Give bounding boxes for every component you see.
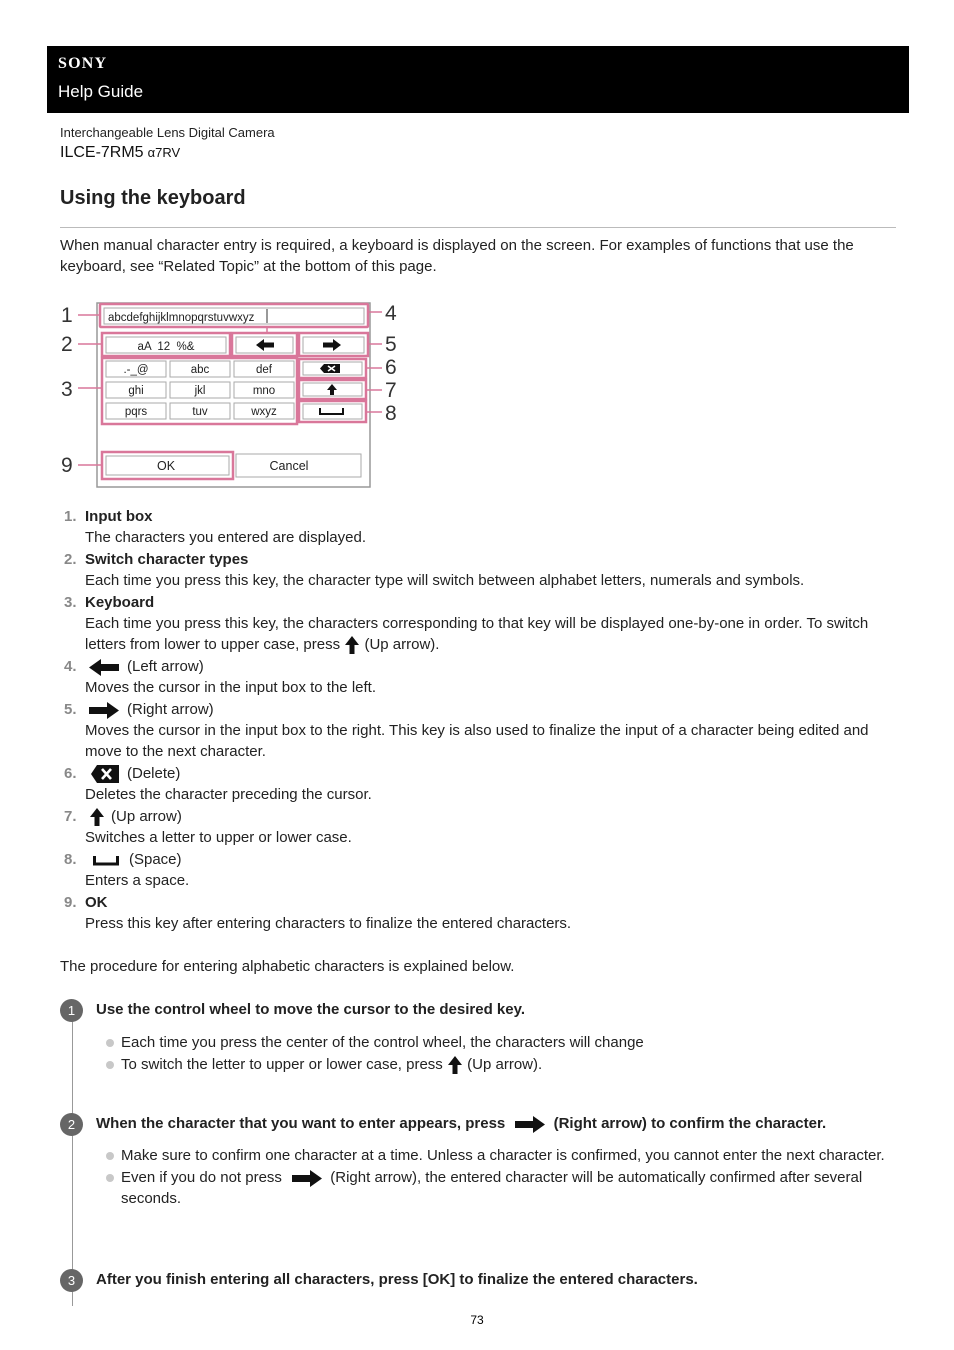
sony-logo: SONY bbox=[58, 55, 108, 72]
up-arrow-icon bbox=[344, 636, 360, 654]
list-item: 1. Input box The characters you entered are displayed. bbox=[60, 506, 890, 548]
title-divider bbox=[60, 227, 896, 228]
keyboard-key: jkl bbox=[194, 385, 206, 397]
list-item: Make sure to confirm one character at a time. Unless a character is confirmed, you cannot enter the next character. bbox=[104, 1145, 894, 1166]
item-label: (Delete) bbox=[127, 765, 181, 782]
list-item: 5. (Right arrow) Moves the cursor in the input box to the right. This key is also used to finalize the input of a character being edited and move to the next character. bbox=[60, 699, 890, 762]
item-description: Each time you press this key, the characters corresponding to that key will be displayed one-by-one in order. To switch letters from lower to upper case, press (Up arrow). bbox=[85, 615, 869, 653]
ok-key: OK bbox=[156, 459, 176, 473]
keyboard-key: mno bbox=[252, 385, 276, 397]
product-model bbox=[60, 144, 180, 162]
step-number-badge: 3 bbox=[60, 1269, 83, 1292]
callout-3: 3 bbox=[61, 378, 73, 401]
right-arrow-icon bbox=[89, 702, 119, 719]
keyboard-diagram bbox=[56, 298, 406, 493]
page-title: Using the keyboard bbox=[60, 187, 246, 209]
item-label: (Left arrow) bbox=[127, 658, 204, 675]
list-item: 8. (Space) Enters a space. bbox=[60, 849, 890, 891]
product-type: Interchangeable Lens Digital Camera bbox=[60, 125, 275, 140]
list-item: 3. Keyboard Each time you press this key, the characters corresponding to that key will be displayed one-by-one in order. To switch letters from lower to upper case, press (Up arrow). bbox=[60, 592, 890, 655]
page-header bbox=[47, 46, 909, 113]
item-description: Deletes the character preceding the cursor. bbox=[85, 786, 372, 803]
item-description: Each time you press this key, the character type will switch between alphabet letters, numerals and symbols. bbox=[85, 572, 805, 589]
up-arrow-icon bbox=[447, 1056, 463, 1074]
page-number: 73 bbox=[470, 1313, 484, 1327]
callout-2: 2 bbox=[61, 333, 73, 356]
list-item: Even if you do not press (Right arrow), the entered character will be automatically confirmed after several seconds. bbox=[104, 1167, 894, 1209]
item-title: Input box bbox=[85, 508, 153, 525]
input-box-text: abcdefghijklmnopqrstuvwxyz bbox=[108, 312, 255, 324]
keyboard-key: ghi bbox=[128, 385, 144, 397]
list-item: Each time you press the center of the control wheel, the characters will change bbox=[104, 1032, 904, 1053]
item-description: Press this key after entering characters to finalize the entered characters. bbox=[85, 915, 572, 932]
space-icon bbox=[93, 854, 119, 866]
item-description: The characters you entered are displayed. bbox=[85, 529, 366, 546]
keyboard-key: .-_@ bbox=[123, 364, 149, 376]
callout-4: 4 bbox=[385, 302, 397, 325]
step-title: After you finish entering all characters, press [OK] to finalize the entered characters. bbox=[96, 1271, 698, 1288]
item-description: Moves the cursor in the input box to the right. This key is also used to finalize the input of a character being edited and move to the next character. bbox=[85, 722, 869, 760]
up-arrow-icon bbox=[89, 808, 105, 826]
key-description-list bbox=[60, 506, 890, 935]
item-title: Switch character types bbox=[85, 551, 249, 568]
procedure-intro: The procedure for entering alphabetic characters is explained below. bbox=[60, 958, 515, 975]
list-item: 6. (Delete) Deletes the character preceding the cursor. bbox=[60, 763, 890, 805]
item-description: Switches a letter to upper or lower case. bbox=[85, 829, 352, 846]
item-title: Keyboard bbox=[85, 594, 155, 611]
keyboard-key: abc bbox=[190, 364, 210, 376]
right-arrow-icon bbox=[515, 1116, 545, 1133]
callout-5: 5 bbox=[385, 333, 397, 356]
item-label: (Up arrow) bbox=[111, 808, 182, 825]
item-label: (Space) bbox=[129, 851, 182, 868]
help-guide-title: Help Guide bbox=[58, 82, 144, 101]
step-1-bullets bbox=[104, 1032, 904, 1076]
callout-8: 8 bbox=[385, 402, 397, 425]
item-label: (Right arrow) bbox=[127, 701, 214, 718]
delete-icon bbox=[320, 364, 340, 373]
step-number-badge: 1 bbox=[60, 999, 83, 1022]
step-2-bullets bbox=[104, 1145, 894, 1210]
right-arrow-icon bbox=[292, 1170, 322, 1187]
callout-9: 9 bbox=[61, 454, 73, 477]
callout-7: 7 bbox=[385, 379, 397, 402]
list-item: 7. (Up arrow) Switches a letter to upper or lower case. bbox=[60, 806, 890, 848]
item-title: OK bbox=[85, 894, 108, 911]
keyboard-key: wxyz bbox=[251, 406, 277, 418]
callout-1: 1 bbox=[61, 304, 73, 327]
list-item: 2. Switch character types Each time you press this key, the character type will switch between alphabet letters, numerals and symbols. bbox=[60, 549, 890, 591]
model-alias: α7RV bbox=[147, 145, 181, 160]
item-description: Moves the cursor in the input box to the left. bbox=[85, 679, 376, 696]
model-number: ILCE-7RM5 bbox=[60, 144, 144, 161]
list-item: To switch the letter to upper or lower case, press (Up arrow). bbox=[104, 1054, 904, 1075]
item-description: Enters a space. bbox=[85, 872, 190, 889]
keyboard-key: def bbox=[256, 364, 272, 376]
keyboard-key: pqrs bbox=[124, 406, 148, 418]
cancel-key: Cancel bbox=[269, 459, 309, 473]
delete-icon bbox=[91, 765, 119, 783]
step-number-badge: 2 bbox=[60, 1113, 83, 1136]
step-title: Use the control wheel to move the cursor to the desired key. bbox=[96, 1001, 525, 1018]
list-item: 4. (Left arrow) Moves the cursor in the input box to the left. bbox=[60, 656, 890, 698]
switch-character-types-key: aA 12 %& bbox=[137, 341, 195, 353]
left-arrow-icon bbox=[89, 659, 119, 676]
callout-6: 6 bbox=[385, 356, 397, 379]
step-connector-line bbox=[72, 1012, 73, 1306]
intro-paragraph: When manual character entry is required, a keyboard is displayed on the screen. For examples of functions that use the keyboard, see “Related Topic” at the bottom of this page. bbox=[60, 237, 854, 275]
list-item: 9. OK Press this key after entering characters to finalize the entered characters. bbox=[60, 892, 890, 934]
step-title: When the character that you want to enter appears, press (Right arrow) to confirm the character. bbox=[96, 1115, 827, 1132]
keyboard-key: tuv bbox=[192, 406, 208, 418]
